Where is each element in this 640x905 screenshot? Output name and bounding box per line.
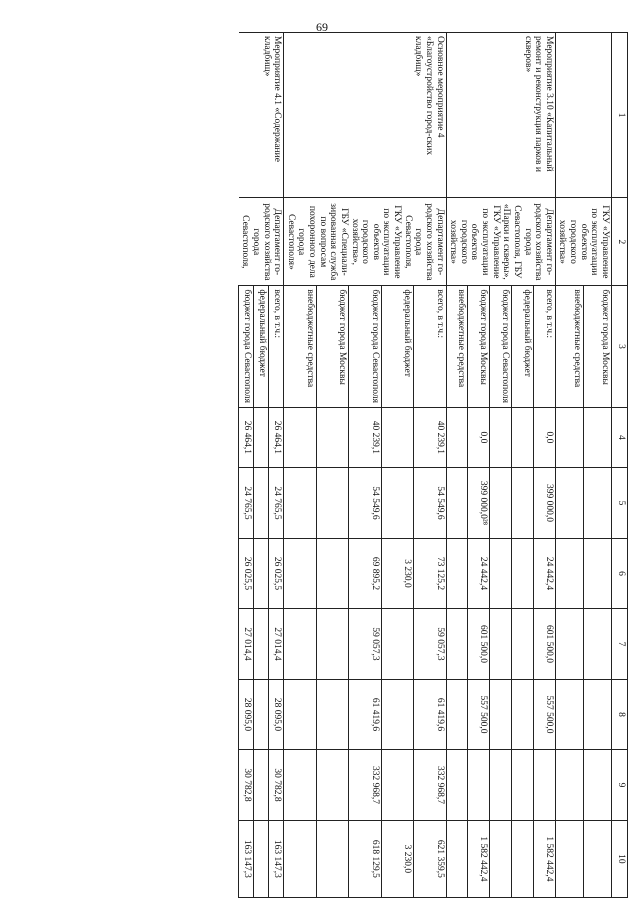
value-cell: [381, 679, 413, 750]
funding-source-cell: бюджет города Севастополя: [349, 286, 381, 407]
column-number: 7: [612, 609, 628, 680]
executor-text: ГКУ «Управление по эксплуатации объектов городского хозяйства»: [557, 205, 610, 279]
value-cell: 26 464,1: [239, 407, 254, 468]
value-cell: 73 125,2: [414, 538, 446, 609]
value-cell: [446, 679, 468, 750]
value-cell: 28 095,0: [239, 679, 254, 750]
column-number: 2: [612, 198, 628, 286]
value-cell: 24 765,5: [269, 468, 284, 539]
value-cell: 1 582 442,4: [534, 820, 556, 897]
value-cell: [446, 609, 468, 680]
value-cell: [555, 679, 583, 750]
value-cell: [512, 609, 534, 680]
value-cell: [254, 468, 269, 539]
funding-source-cell: федеральный бюджет: [512, 286, 534, 407]
executor-text: ГКУ «Управление по эксплуатации объектов городского хозяйства»,: [349, 205, 403, 279]
value-cell: [316, 538, 348, 609]
value-cell: 557 500,0: [534, 679, 556, 750]
value-cell: [446, 820, 468, 897]
executor-text: Департамент го-родского хозяйства города Севастополя,: [402, 203, 445, 281]
value-cell: [583, 468, 611, 539]
value-cell: [381, 407, 413, 468]
value-cell: [512, 820, 534, 897]
value-cell: [316, 609, 348, 680]
column-number: 4: [612, 407, 628, 468]
value-cell: [284, 468, 317, 539]
page-number: 69: [316, 20, 328, 34]
column-number: 8: [612, 679, 628, 750]
value-cell: [254, 750, 269, 821]
value-cell: 26 025,5: [269, 538, 284, 609]
funding-source-cell: бюджет города Севастополя: [490, 286, 512, 407]
value-cell: 59 057,3: [349, 609, 381, 680]
funding-source-cell: федеральный бюджет: [381, 286, 413, 407]
funding-source-cell: внебюджетные средства: [284, 286, 317, 407]
value-cell: [381, 609, 413, 680]
value-cell: [490, 468, 512, 539]
value-cell: 332 968,7: [414, 750, 446, 821]
value-cell: 54 549,6: [414, 468, 446, 539]
value-cell: [468, 750, 490, 821]
value-cell: [490, 750, 512, 821]
executor-text: Департамент го-родского хозяйства города Севастополя, ГБУ «Парки и скверы», ГКУ «Управление по эксплуатации объектов городского хозяйства»: [448, 203, 554, 281]
value-cell: 399 000,0: [534, 468, 556, 539]
measure-cell: Мероприятие 4.1 «Содержание кладбищ»: [239, 33, 284, 198]
value-cell: [490, 820, 512, 897]
column-number: 3: [612, 286, 628, 407]
funding-source-cell: бюджет города Севастополя: [239, 286, 254, 407]
value-cell: [512, 407, 534, 468]
value-cell: [446, 750, 468, 821]
value-cell: 61 419,6: [349, 679, 381, 750]
value-cell: [284, 679, 317, 750]
value-cell: 601 500,0: [468, 609, 490, 680]
value-cell: 30 782,8: [269, 750, 284, 821]
value-cell: 59 057,3: [414, 609, 446, 680]
column-number-row: [612, 33, 628, 898]
value-cell: [316, 468, 348, 539]
value-cell: [555, 609, 583, 680]
table-row: [414, 33, 446, 898]
funding-source-cell: внебюджетные средства: [555, 286, 583, 407]
value-cell: [512, 750, 534, 821]
executor-cell: [284, 198, 446, 286]
value-cell: [316, 750, 348, 821]
value-cell: [583, 407, 611, 468]
column-number: 10: [612, 820, 628, 897]
column-number: 6: [612, 538, 628, 609]
value-cell: 69 895,2: [349, 538, 381, 609]
value-cell: 399 000,0²⁸: [468, 468, 490, 539]
value-cell: 163 147,3: [269, 820, 284, 897]
value-cell: 3 230,0: [381, 538, 413, 609]
executor-cell: [239, 198, 284, 286]
value-cell: 557 500,0: [468, 679, 490, 750]
value-cell: 3 230,0: [381, 820, 413, 897]
value-cell: [316, 820, 348, 897]
value-cell: 54 549,6: [349, 468, 381, 539]
value-cell: [555, 538, 583, 609]
value-cell: [381, 468, 413, 539]
value-cell: 24 442,4: [534, 538, 556, 609]
funding-source-cell: бюджет города Москвы: [468, 286, 490, 407]
funding-source-cell: всего, в т.ч.:: [534, 286, 556, 407]
table-row: [583, 33, 611, 898]
value-cell: [583, 538, 611, 609]
value-cell: [254, 820, 269, 897]
value-cell: [490, 679, 512, 750]
value-cell: 26 464,1: [269, 407, 284, 468]
value-cell: 40 239,1: [414, 407, 446, 468]
value-cell: 0,0: [468, 407, 490, 468]
value-cell: [316, 407, 348, 468]
funding-source-cell: федеральный бюджет: [254, 286, 269, 407]
value-cell: [583, 820, 611, 897]
value-cell: [512, 538, 534, 609]
value-cell: [446, 407, 468, 468]
value-cell: [254, 679, 269, 750]
value-cell: [555, 820, 583, 897]
value-cell: 618 129,5: [349, 820, 381, 897]
value-cell: [555, 407, 583, 468]
funding-source-cell: внебюджетные средства: [446, 286, 468, 407]
column-number: 9: [612, 750, 628, 821]
value-cell: 61 419,6: [414, 679, 446, 750]
value-cell: [446, 468, 468, 539]
value-cell: 27 014,4: [269, 609, 284, 680]
value-cell: [284, 820, 317, 897]
value-cell: [284, 538, 317, 609]
value-cell: [583, 679, 611, 750]
value-cell: [583, 609, 611, 680]
measure-cell: Мероприятие 3.10 «Капитальный ремонт и реконструкция парков и скверов»: [446, 33, 555, 198]
value-cell: [254, 538, 269, 609]
value-cell: [381, 750, 413, 821]
value-cell: [512, 679, 534, 750]
value-cell: 40 239,1: [349, 407, 381, 468]
table-row: [269, 33, 284, 898]
value-cell: [534, 750, 556, 821]
value-cell: 163 147,3: [239, 820, 254, 897]
value-cell: 26 025,5: [239, 538, 254, 609]
value-cell: [555, 750, 583, 821]
funding-source-cell: бюджет города Москвы: [583, 286, 611, 407]
executor-cell: [446, 198, 555, 286]
funding-source-cell: всего, в т.ч.:: [414, 286, 446, 407]
rotated-page-content: [238, 32, 628, 898]
column-number: 5: [612, 468, 628, 539]
value-cell: 24 765,5: [239, 468, 254, 539]
value-cell: 30 782,8: [239, 750, 254, 821]
value-cell: [583, 750, 611, 821]
value-cell: 621 359,5: [414, 820, 446, 897]
executor-text: ГБУ «Специали-зированная служба по вопросам похоронного дела города Севастополя»: [285, 203, 349, 281]
value-cell: 28 095,0: [269, 679, 284, 750]
funding-source-cell: всего, в т.ч.:: [269, 286, 284, 407]
value-cell: 0,0: [534, 407, 556, 468]
value-cell: [446, 538, 468, 609]
funding-table: [238, 32, 628, 898]
value-cell: 1 582 442,4: [468, 820, 490, 897]
funding-source-cell: бюджет города Москвы: [316, 286, 348, 407]
executor-text: Департамент го-родского хозяйства города Севастополя,: [240, 203, 283, 281]
value-cell: 27 014,4: [239, 609, 254, 680]
executor-cell: [555, 198, 611, 286]
value-cell: [555, 468, 583, 539]
value-cell: [284, 750, 317, 821]
value-cell: [284, 609, 317, 680]
table-row: [534, 33, 556, 898]
value-cell: 332 968,7: [349, 750, 381, 821]
value-cell: [316, 679, 348, 750]
measure-cell: Основное мероприятие 4 «Благоустройство город-ских кладбищ»: [284, 33, 446, 198]
value-cell: [490, 538, 512, 609]
value-cell: [254, 609, 269, 680]
measure-cell: [555, 33, 611, 198]
value-cell: [512, 468, 534, 539]
value-cell: 24 442,4: [468, 538, 490, 609]
value-cell: [254, 407, 269, 468]
value-cell: [284, 407, 317, 468]
value-cell: [490, 609, 512, 680]
value-cell: 601 500,0: [534, 609, 556, 680]
value-cell: [490, 407, 512, 468]
column-number: 1: [612, 33, 628, 198]
